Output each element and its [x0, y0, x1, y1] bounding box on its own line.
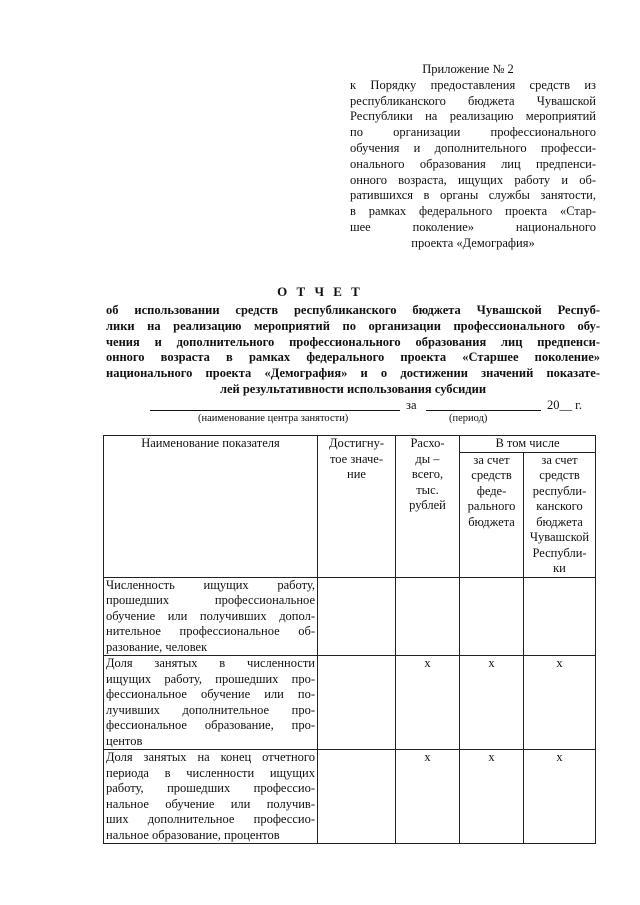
achieved-cell	[318, 656, 396, 750]
header-republic-line: за счет	[541, 452, 578, 467]
header-expenses-line: Расхо-	[410, 436, 445, 450]
header-achieved	[318, 436, 396, 578]
indicator-line: прошедших профессиональное	[106, 593, 315, 607]
period-caption: (период)	[449, 413, 488, 424]
table-row	[104, 577, 596, 656]
header-republic-line: средств	[539, 468, 580, 482]
indicator-line: обучение или получивших допол-	[106, 608, 315, 623]
indicator-line: центов	[106, 733, 143, 748]
indicator-line: нительное профессиональное об-	[106, 624, 315, 638]
expenses-cell	[396, 577, 460, 656]
appendix-line: к Порядку предоставления средств из	[350, 77, 596, 92]
appendix-line: Республики на реализацию мероприятий	[350, 109, 596, 124]
indicator-line: фессиональное обучение или по-	[106, 687, 315, 701]
header-federal-line: за счет	[473, 452, 510, 467]
federal-cell: x	[460, 750, 524, 844]
period-blank	[426, 410, 541, 411]
header-indicator: Наименование показателя	[104, 436, 318, 578]
appendix-line: в рамках федерального проекта «Стар-	[350, 204, 596, 219]
header-federal-line: средств	[471, 468, 512, 482]
indicator-line: Численность ищущих работу,	[106, 577, 315, 592]
federal-cell	[460, 577, 524, 656]
appendix-line: ратившихся в органы службы занятости,	[350, 188, 596, 203]
appendix-line: по организации профессионального	[350, 125, 596, 140]
indicator-cell	[104, 656, 318, 750]
indicator-line: ищущих работу, прошедших про-	[106, 671, 315, 686]
indicator-line: Доля занятых в численности	[106, 656, 315, 670]
header-federal-line: феде-	[476, 483, 507, 498]
table-row	[104, 750, 596, 844]
indicator-cell	[104, 750, 318, 844]
subtitle-line: об использовании средств республиканского бюджета Чувашской Респуб-	[106, 303, 600, 317]
header-republic-line: Республи-	[532, 545, 587, 560]
header-achieved-line: тое значе-	[329, 451, 384, 466]
header-achieved-line: ние	[347, 467, 366, 481]
achieved-cell	[318, 750, 396, 844]
fill-year-label: 20__ г.	[547, 398, 582, 412]
appendix-line: шее поколение» национального	[350, 219, 596, 234]
report-title: О Т Ч Е Т	[277, 284, 363, 299]
federal-cell: x	[460, 656, 524, 750]
header-republic-line: республи-	[532, 483, 587, 498]
appendix-title: Приложение № 2	[422, 62, 514, 76]
subtitle-line: чения и дополнительного профессионального образования лиц предпенси-	[106, 334, 600, 349]
report-subtitle	[106, 303, 600, 398]
indicator-line: периода в численности ищущих	[106, 765, 315, 780]
header-expenses-line: рублей	[409, 498, 446, 512]
indicator-line: работу, прошедших профессио-	[106, 781, 315, 795]
header-expenses	[396, 436, 460, 578]
appendix-line: онного возраста, ищущих работу и об-	[350, 172, 596, 187]
indicator-cell	[104, 577, 318, 656]
header-including: В том числе	[460, 436, 596, 453]
indicator-line: разование, человек	[106, 639, 208, 654]
indicator-line: лучивших дополнительное про-	[106, 702, 315, 717]
header-republic-line: канского	[536, 499, 583, 513]
header-expenses-line: тыс.	[416, 482, 439, 497]
table-header-row	[104, 436, 596, 453]
expenses-cell: x	[396, 750, 460, 844]
subtitle-line: лики на реализацию мероприятий по организации профессионального обу-	[106, 318, 600, 333]
republic-cell: x	[524, 750, 596, 844]
indicator-line: ших дополнительное профессио-	[106, 812, 315, 826]
header-republic-line: Чувашской	[529, 530, 590, 544]
indicator-line: Доля занятых на конец отчетного	[106, 750, 315, 764]
table-row	[104, 656, 596, 750]
appendix-line: республиканского бюджета Чувашской	[350, 93, 596, 108]
achieved-cell	[318, 577, 396, 656]
header-republic	[524, 452, 596, 577]
employment-center-blank	[150, 410, 400, 411]
header-federal-line: рального	[467, 499, 516, 513]
header-federal-line: бюджета	[468, 514, 515, 529]
header-federal	[460, 452, 524, 577]
appendix-line: обучения и дополнительного професси-	[350, 140, 596, 155]
header-expenses-line: ды –	[415, 451, 440, 466]
header-expenses-line: всего,	[411, 467, 444, 481]
appendix-line: онального образования лиц предпенси-	[350, 156, 596, 171]
indicator-line: нальное образование, процентов	[106, 827, 280, 842]
republic-cell	[524, 577, 596, 656]
header-achieved-line: Достигну-	[328, 436, 385, 450]
header-republic-line: бюджета	[536, 514, 583, 529]
appendix-line: проекта «Демография»	[411, 235, 535, 250]
subtitle-line: лей результативности использования субсидии	[219, 381, 487, 396]
subtitle-line: онного возраста в рамках федерального проекта «Старшее поколение»	[106, 350, 600, 365]
report-table	[103, 435, 596, 844]
header-republic-line: ки	[553, 561, 566, 575]
subtitle-line: национального проекта «Демография» и о достижении значений показате-	[106, 366, 600, 381]
employment-center-caption: (наименование центра занятости)	[198, 413, 349, 424]
fill-za-label: за	[406, 398, 417, 412]
republic-cell: x	[524, 656, 596, 750]
indicator-line: фессиональное образование, про-	[106, 718, 315, 732]
indicator-line: нальное обучение или получив-	[106, 796, 315, 811]
expenses-cell: x	[396, 656, 460, 750]
appendix-block	[350, 62, 596, 252]
